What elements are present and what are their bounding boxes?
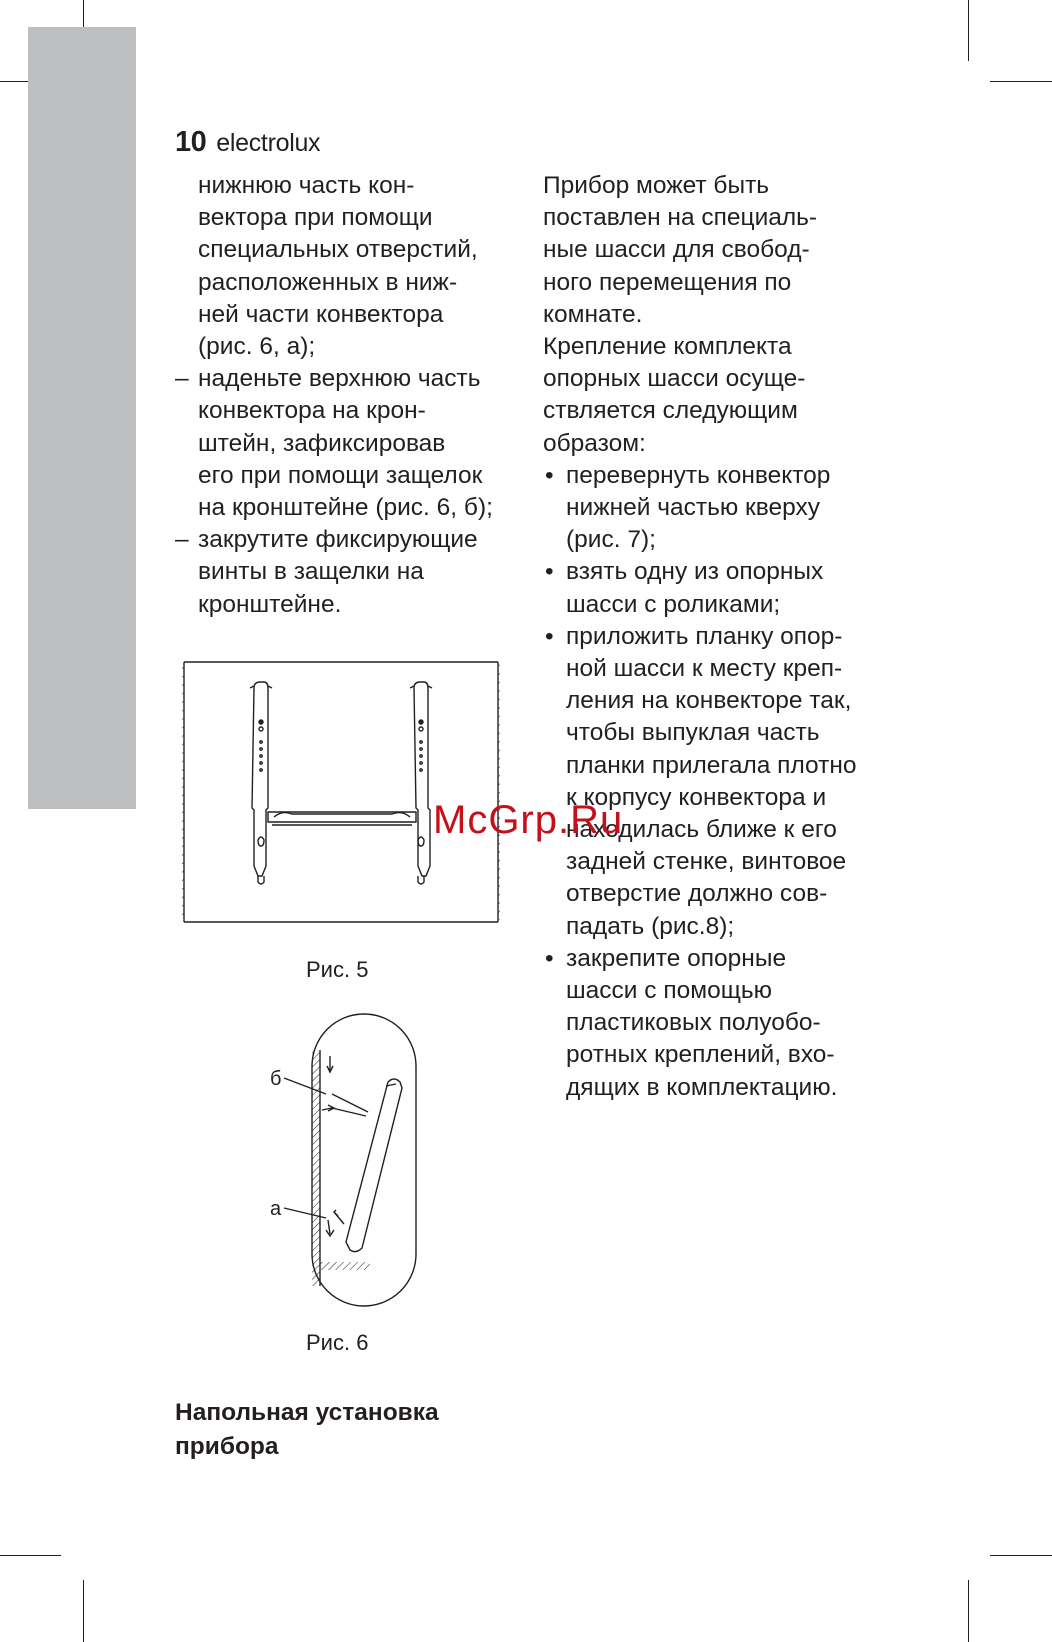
text-line: Крепление комплекта (543, 333, 792, 361)
intro-paragraph-2 (543, 331, 903, 460)
text-line: закрепите опорные (566, 944, 787, 972)
text-line: взять одну из опорных (566, 558, 824, 586)
label-b: б (270, 1068, 282, 1090)
text-line: ней части конвектора (198, 300, 444, 328)
label-a: а (270, 1198, 282, 1220)
list-item (543, 943, 903, 1104)
text-line: образом: (543, 429, 646, 457)
figure-6-side-view-drawing (268, 1012, 418, 1310)
section-title: Напольная установка прибора (175, 1399, 439, 1460)
text-line: ствляется следующим (543, 397, 798, 425)
page-header (175, 126, 320, 166)
text-line: винты в защелки на (198, 558, 424, 586)
list-item (175, 363, 515, 524)
text-line: планки прилегала плотно (566, 751, 857, 779)
bullet-mark: • (545, 558, 554, 586)
crop-mark (968, 1580, 969, 1642)
text-line: опорных шасси осуще- (543, 365, 806, 393)
text-line: на кронштейне (рис. 6, б); (198, 494, 493, 522)
text-line: вектора при помощи (198, 204, 433, 232)
text-line: его при помощи защелок (198, 461, 483, 489)
text-line: наденьте верхнюю часть (198, 365, 481, 393)
text-line: дящих в комплектацию. (566, 1073, 838, 1101)
text-line: ления на конвекторе так, (566, 687, 852, 715)
text-line: отверстие должно сов- (566, 880, 828, 908)
brand-name: electrolux (216, 129, 321, 157)
text-line: нижнюю часть кон- (198, 172, 415, 199)
figure-5-bracket-drawing (182, 660, 500, 924)
page-number: 10 (175, 126, 207, 158)
continuation-text (175, 170, 515, 363)
intro-paragraph (543, 170, 903, 331)
text-line: нижней частью кверху (566, 494, 820, 522)
crop-mark (990, 1555, 1052, 1556)
text-line: приложить планку опор- (566, 622, 843, 650)
watermark: McGrp.Ru (433, 798, 624, 842)
sidebar-band (28, 27, 136, 809)
text-line: перевернуть конвектор (566, 461, 831, 489)
figure-5-caption: Рис. 5 (306, 957, 369, 982)
text-line: ротных креплений, вхо- (566, 1041, 835, 1069)
text-line: ные шасси для свобод- (543, 236, 810, 264)
crop-mark (0, 1555, 61, 1556)
text-line: штейн, зафиксировав (198, 429, 446, 457)
text-line: к корпусу конвектора и (566, 783, 827, 811)
text-line: (рис. 7); (566, 526, 656, 554)
text-line: поставлен на специаль- (543, 204, 818, 232)
text-line: ной шасси к месту креп- (566, 655, 843, 683)
crop-mark (990, 81, 1052, 82)
bullet-mark: • (545, 944, 554, 972)
bullet-mark: • (545, 622, 554, 650)
dash-mark: – (175, 526, 189, 554)
text-line: закрутите фиксирующие (198, 526, 478, 554)
list-item (175, 524, 515, 621)
text-line: кронштейне. (198, 590, 342, 618)
list-item (543, 621, 903, 943)
bullet-mark: • (545, 461, 554, 489)
crop-mark (83, 1580, 84, 1642)
text-line: специальных отверстий, (198, 236, 478, 264)
text-line: находилась ближе к его (566, 816, 837, 844)
right-column (543, 170, 903, 1104)
text-line: задней стенке, винтовое (566, 848, 847, 876)
text-line: шасси с помощью (566, 977, 772, 1005)
figure-6-caption: Рис. 6 (306, 1330, 369, 1355)
text-line: пластиковых полуобо- (566, 1009, 821, 1037)
text-line: конвектора на крон- (198, 397, 426, 425)
text-line: Прибор может быть (543, 172, 770, 199)
text-line: (рис. 6, а); (198, 333, 316, 361)
left-column (175, 170, 515, 621)
text-line: чтобы выпуклая часть (566, 719, 820, 747)
dash-mark: – (175, 365, 189, 393)
text-line: комнате. (543, 300, 643, 328)
text-line: ного перемещения по (543, 268, 792, 296)
crop-mark (968, 0, 969, 61)
list-item (543, 556, 903, 620)
list-item (543, 460, 903, 557)
text-line: падать (рис.8); (566, 912, 735, 940)
text-line: шасси с роликами; (566, 590, 781, 618)
text-line: расположенных в ниж- (198, 268, 458, 296)
